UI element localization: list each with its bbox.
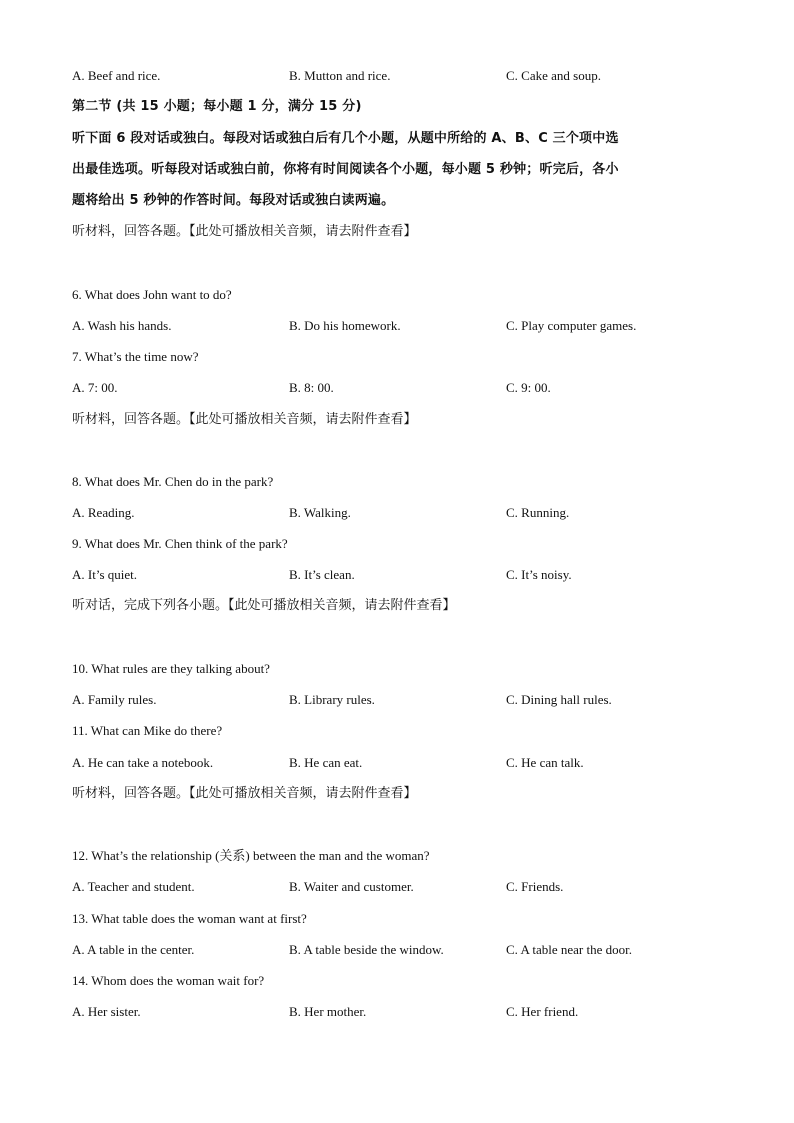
question-text: 11. What can Mike do there? [72, 723, 223, 738]
question-text: 9. What does Mr. Chen think of the park? [72, 536, 288, 551]
option-b: B. Do his homework. [289, 318, 401, 333]
question-text: 8. What does Mr. Chen do in the park? [72, 474, 274, 489]
instruction-line: 出最佳选项。听每段对话或独白前，你将有时间阅读各个小题，每小题 5 秒钟；听完后，各小 [72, 162, 619, 177]
question-text: 6. What does John want to do? [72, 287, 232, 302]
question-text: 14. Whom does the woman wait for? [72, 973, 265, 988]
option-a: A. It’s quiet. [72, 567, 137, 582]
option-c: C. It’s noisy. [506, 567, 572, 582]
option-b: B. Library rules. [289, 692, 375, 707]
option-a: A. A table in the center. [72, 942, 195, 957]
option-c: C. Play computer games. [506, 318, 637, 333]
audio-note: 听材料，回答各题。【此处可播放相关音频，请去附件查看】 [72, 786, 417, 801]
audio-note: 听材料，回答各题。【此处可播放相关音频，请去附件查看】 [72, 412, 417, 427]
option-c: C. Her friend. [506, 1004, 579, 1019]
option-b: B. Mutton and rice. [289, 68, 391, 83]
option-b: B. 8: 00. [289, 380, 334, 395]
option-c: C. Cake and soup. [506, 68, 601, 83]
option-a: A. 7: 00. [72, 380, 118, 395]
option-b: B. Waiter and customer. [289, 879, 414, 894]
option-b: B. It’s clean. [289, 567, 355, 582]
option-c: C. Friends. [506, 879, 564, 894]
option-a: A. Wash his hands. [72, 318, 172, 333]
question-text: 12. What’s the relationship (关系) between the man and the woman? [72, 848, 430, 863]
audio-note: 听对话，完成下列各小题。【此处可播放相关音频，请去附件查看】 [72, 598, 456, 613]
option-b: B. He can eat. [289, 755, 363, 770]
option-c: C. A table near the door. [506, 942, 633, 957]
option-a: A. He can take a notebook. [72, 755, 214, 770]
option-b: B. Walking. [289, 505, 351, 520]
instruction-line: 听下面 6 段对话或独白。每段对话或独白后有几个小题，从题中所给的 A、B、C 三个项中选 [72, 131, 619, 146]
question-text: 7. What’s the time now? [72, 349, 199, 364]
option-b: B. Her mother. [289, 1004, 367, 1019]
option-c: C. 9: 00. [506, 380, 551, 395]
question-text: 13. What table does the woman want at first? [72, 911, 307, 926]
section-heading: 第二节 (共 15 小题；每小题 1 分，满分 15 分) [72, 99, 362, 114]
option-c: C. He can talk. [506, 755, 584, 770]
option-a: A. Her sister. [72, 1004, 141, 1019]
option-b: B. A table beside the window. [289, 942, 444, 957]
option-c: C. Dining hall rules. [506, 692, 612, 707]
option-a: A. Teacher and student. [72, 879, 195, 894]
option-a: A. Beef and rice. [72, 68, 161, 83]
option-a: A. Reading. [72, 505, 135, 520]
audio-note: 听材料，回答各题。【此处可播放相关音频，请去附件查看】 [72, 224, 417, 239]
option-c: C. Running. [506, 505, 570, 520]
question-text: 10. What rules are they talking about? [72, 661, 270, 676]
instruction-line: 题将给出 5 秒钟的作答时间。每段对话或独白读两遍。 [72, 193, 395, 208]
option-a: A. Family rules. [72, 692, 157, 707]
